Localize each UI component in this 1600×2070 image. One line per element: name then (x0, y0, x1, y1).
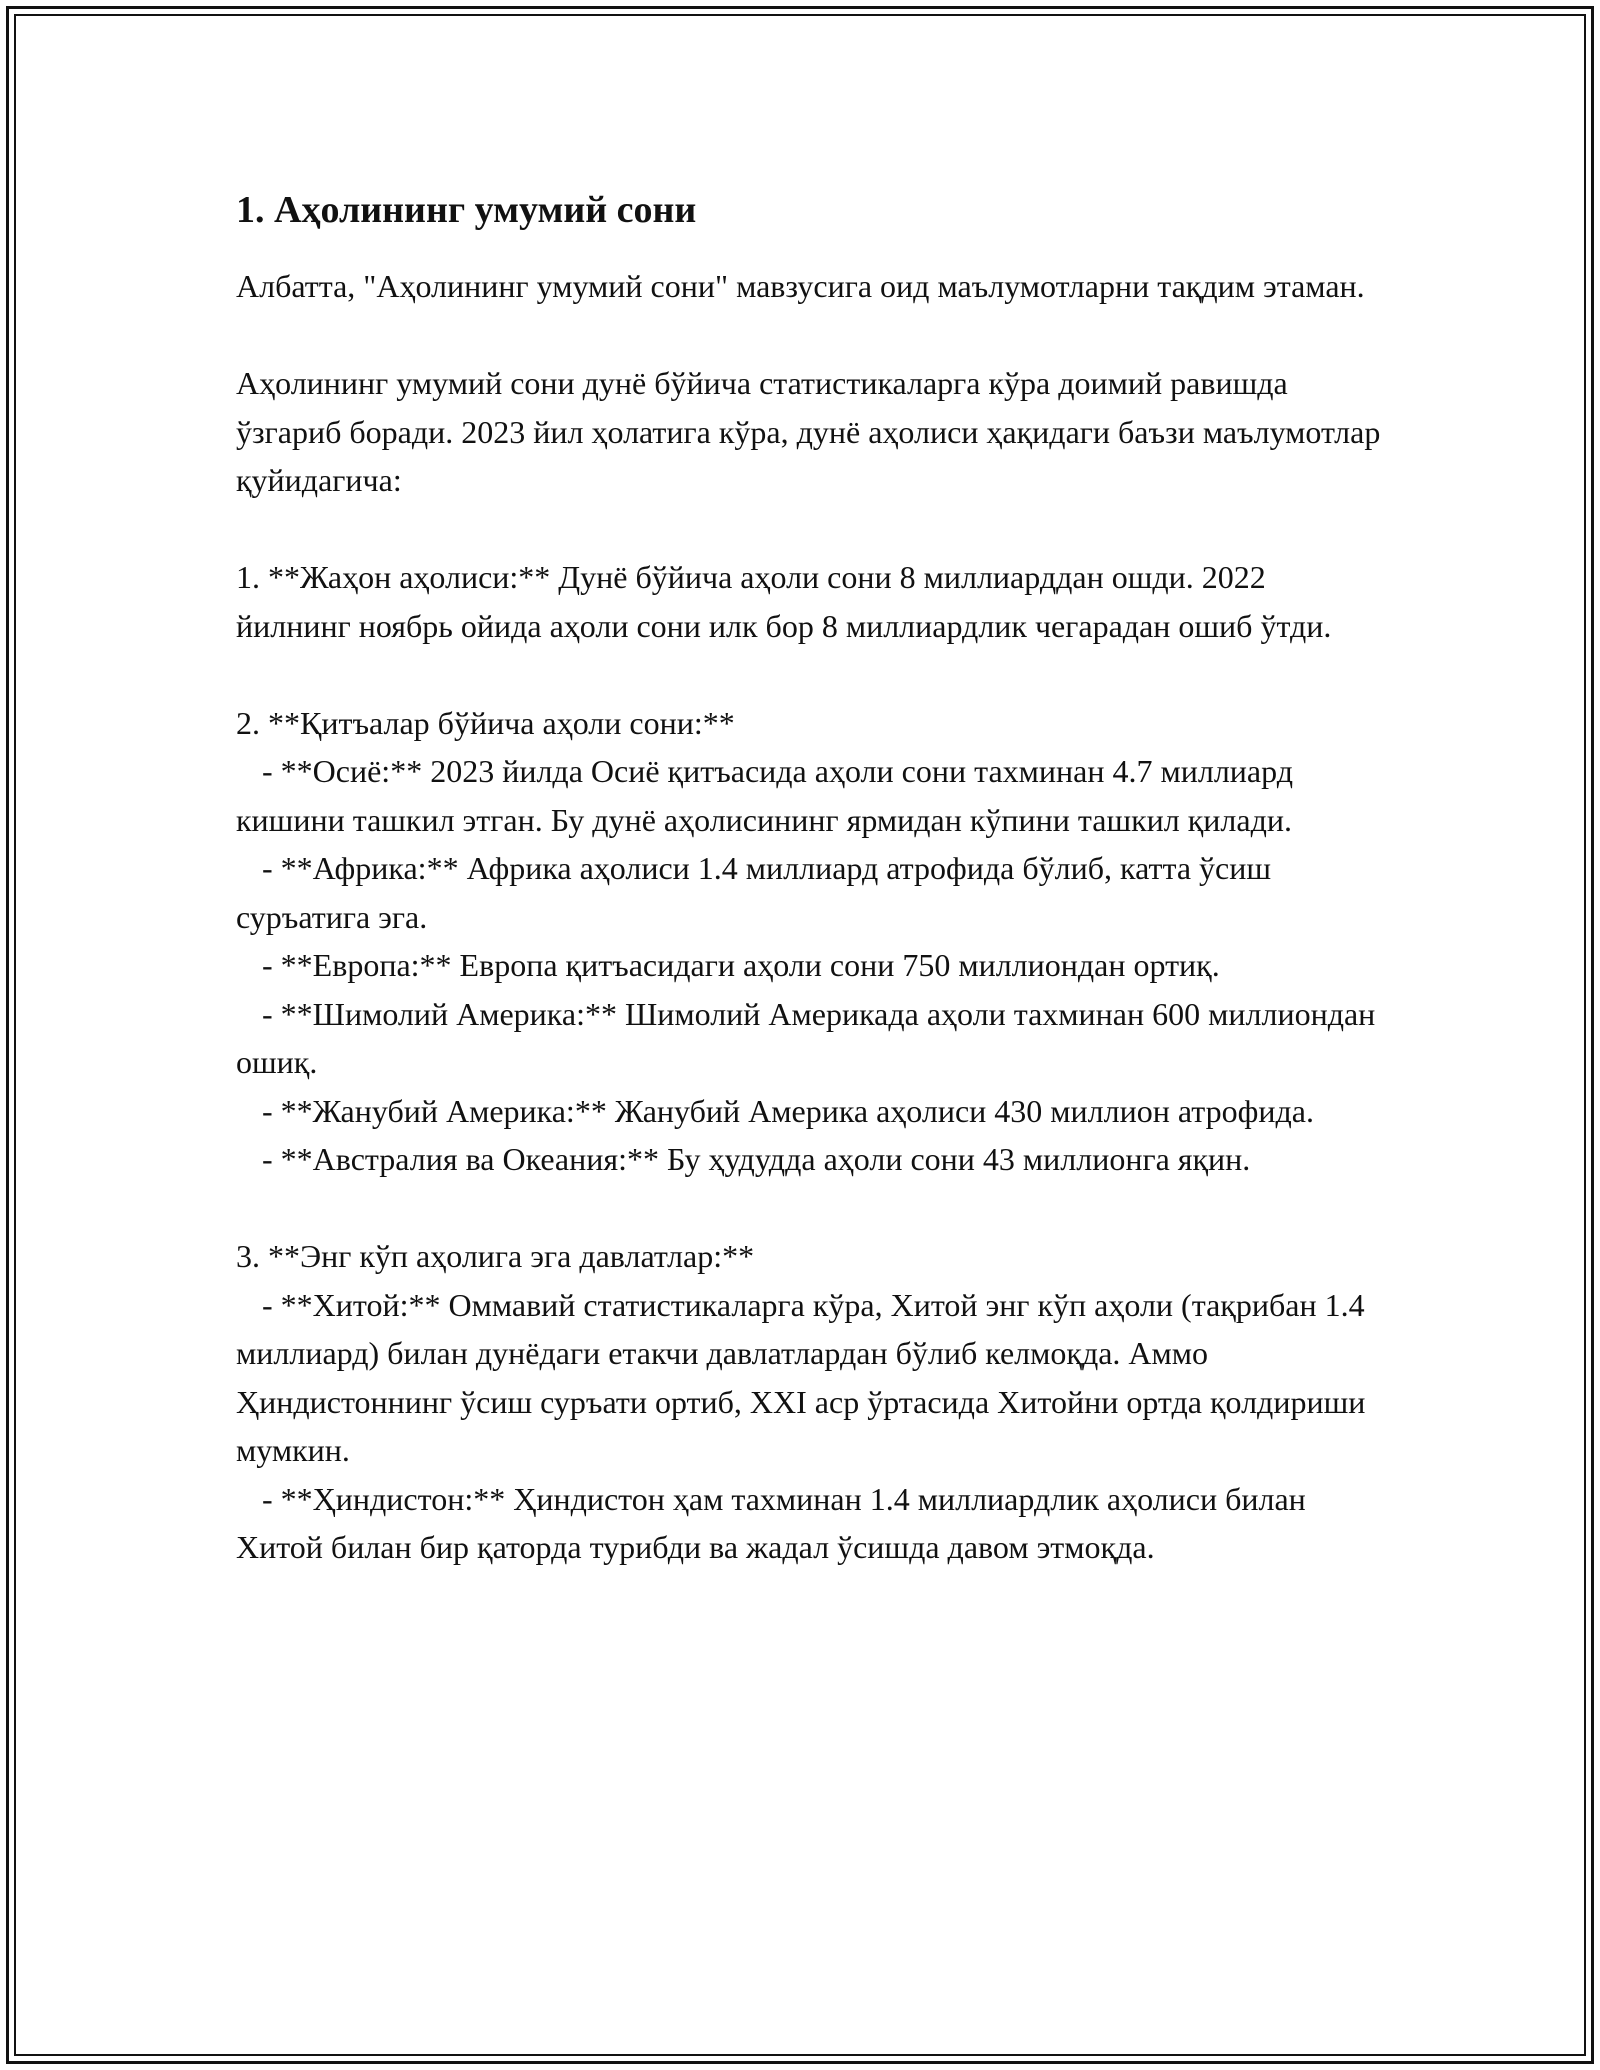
paragraph-gap (236, 1184, 1386, 1233)
list-item-countries-title: 3. **Энг кўп аҳолига эга давлатлар:** (236, 1238, 755, 1274)
paragraph-gap (236, 311, 1386, 360)
overview-paragraph: Аҳолининг умумий сони дунё бўйича статистикаларга кўра доимий равишда ўзгариб боради. 2023 йил ҳолатига кўра, дунё аҳолиси ҳақидаги баъзи маълумотлар қуйидагича: (236, 365, 1389, 498)
list-item-continents-title: 2. **Қитъалар бўйича аҳоли сони:** (236, 704, 735, 741)
paragraph-gap (236, 505, 1386, 554)
intro-paragraph: Албатта, "Аҳолининг умумий сони" мавзусига оид маълумотларни тақдим этаман. (236, 268, 1365, 304)
page-title: 1. Аҳолининг умумий сони (236, 189, 697, 231)
sub-item-oceania: - **Австралия ва Океания:** Бу ҳудудда аҳоли сони 43 миллионга яқин. (262, 1141, 1251, 1177)
paragraph-gap (236, 650, 1386, 699)
list-item-world-population: 1. **Жаҳон аҳолиси:** Дунё бўйича аҳоли сони 8 миллиарддан ошди. 2022 йилнинг ноябрь ойида аҳоли сони илк бор 8 миллиардлик чегарадан ошиб ўтди. (236, 559, 1332, 644)
sub-item-north-america: - **Шимолий Америка:** Шимолий Америкада аҳоли тахминан 600 миллиондан ошиқ. (236, 995, 1384, 1080)
sub-item-asia: - **Осиё:** 2023 йилда Осиё қитъасида аҳоли сони тахминан 4.7 миллиард кишини ташкил этган. Бу дунё аҳолисининг ярмидан кўпини ташкил қилади. (236, 753, 1301, 838)
sub-item-africa: - **Африка:** Африка аҳолиси 1.4 миллиард атрофида бўлиб, катта ўсиш суръатига эга. (236, 850, 1279, 935)
sub-item-south-america: - **Жанубий Америка:** Жанубий Америка аҳолиси 430 миллион атрофида. (262, 1092, 1314, 1129)
sub-item-china: - **Хитой:** Оммавий статистикаларга кўра, Хитой энг кўп аҳоли (тақрибан 1.4 миллиард) билан дунёдаги етакчи давлатлардан бўлиб келмоқда. Аммо Ҳиндистоннинг ўсиш суръати ортиб, XXI аср ўртасида Хитойни ортда қолдириши мумкин. (236, 1286, 1374, 1468)
sub-item-europe: - **Европа:** Европа қитъасидаги аҳоли сони 750 миллиондан ортиқ. (262, 947, 1220, 983)
sub-item-india: - **Ҳиндистон:** Ҳиндистон ҳам тахминан 1.4 миллиардлик аҳолиси билан Хитой билан бир қаторда турибди ва жадал ўсишда давом этмоқда. (236, 1480, 1314, 1565)
document-body (236, 186, 1389, 1572)
